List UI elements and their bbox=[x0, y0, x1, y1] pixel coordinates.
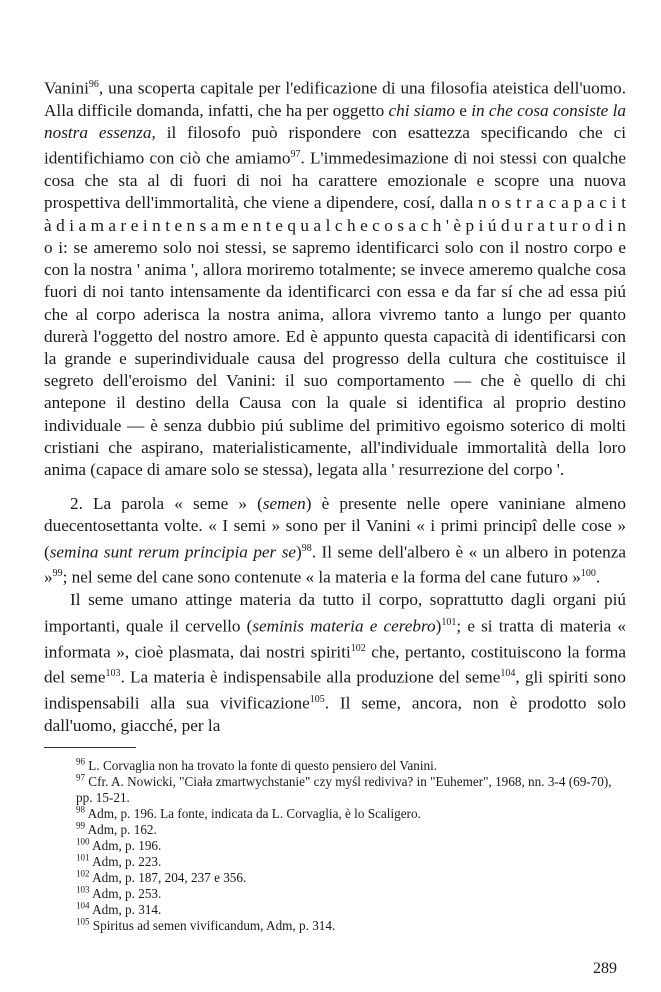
footnote-ref: 99 bbox=[52, 568, 63, 580]
footnote-number: 105 bbox=[76, 916, 90, 927]
footnote-number: 101 bbox=[76, 852, 90, 863]
footnote-divider bbox=[44, 747, 136, 748]
footnote-number: 96 bbox=[76, 756, 85, 767]
text-run: . bbox=[595, 568, 601, 588]
footnote-ref: 102 bbox=[350, 642, 366, 654]
footnote bbox=[44, 822, 626, 838]
footnote-number: 102 bbox=[76, 868, 90, 879]
paragraph-1 bbox=[44, 74, 626, 481]
text-run: ; e si tratta di materia « informata », cioè plasmata, dai nostri spiriti bbox=[44, 616, 626, 662]
footnote-text: Adm, p. 196. La fonte, indicata da L. Corvaglia, è lo Scaligero. bbox=[87, 806, 421, 821]
footnote bbox=[44, 838, 626, 854]
text-run: Il seme umano attinge materia da tutto il corpo, soprattutto dagli organi piú importanti, quale il cervello ( bbox=[44, 590, 626, 636]
footnote-ref: 97 bbox=[290, 149, 301, 161]
footnote-text: Spiritus ad semen vivificandum, Adm, p. 314. bbox=[92, 918, 336, 933]
text-run: ) bbox=[435, 616, 442, 636]
footnote-number: 97 bbox=[76, 772, 85, 783]
text-run: che, pertanto, costituiscono la forma del seme bbox=[44, 642, 626, 688]
footnote bbox=[44, 806, 626, 822]
text-run: ) è presente nelle opere vaniniane almeno duecentosettanta volte. « I semi » sono per il Vanini « i primi principî delle cose » ( bbox=[44, 494, 626, 562]
footnote bbox=[44, 774, 626, 806]
footnote-ref: 103 bbox=[105, 668, 121, 680]
footnote-number: 99 bbox=[76, 820, 85, 831]
footnote bbox=[44, 886, 626, 902]
footnote-ref: 98 bbox=[301, 542, 312, 554]
footnote-ref: 105 bbox=[309, 694, 325, 706]
footnote-text: Adm, p. 253. bbox=[92, 886, 162, 901]
text-run: il filosofo può rispondere con esattezza specificando che ci identifichiamo con ciò che amiamo bbox=[44, 123, 626, 169]
footnote-text: Adm, p. 314. bbox=[92, 902, 162, 917]
italic-run: seminis materia e cerebro bbox=[252, 616, 436, 636]
italic-run: semen bbox=[262, 494, 306, 514]
footnote-text: Adm, p. 223. bbox=[92, 854, 162, 869]
text-run: e bbox=[454, 100, 472, 120]
footnote-text: Adm, p. 162. bbox=[87, 822, 157, 837]
paragraph-3 bbox=[44, 589, 626, 737]
footnote-number: 103 bbox=[76, 884, 90, 895]
footnote-number: 104 bbox=[76, 900, 90, 911]
footnote bbox=[44, 902, 626, 918]
footnote-ref: 100 bbox=[580, 568, 596, 580]
page-number: 289 bbox=[593, 960, 617, 977]
text-run: 2. La parola « seme » ( bbox=[70, 494, 263, 514]
footnote-ref: 96 bbox=[88, 79, 99, 90]
footnote-text: Cfr. A. Nowicki, "Ciała zmartwychstanie" czy myśl rediviva? in "Euhemer", 1968, nn. 3-4 (69-70), pp. 15-21. bbox=[76, 774, 612, 805]
italic-run: in che cosa consiste la nostra essenza, bbox=[44, 100, 626, 143]
text-run: . Il seme dell'albero è « un albero in potenza » bbox=[44, 542, 626, 588]
paragraph-2 bbox=[44, 493, 626, 589]
italic-run: chi siamo bbox=[388, 100, 455, 120]
text-run: . La materia è indispensabile alla produzione del seme bbox=[120, 668, 501, 688]
text-run: . L'immedesimazione di noi stessi con qualche cosa che sta al di fuori di noi ha carattere emozionale e scopre una nuova prospettiva dell'immortalità, che viene a dipendere, cosí, dalla n o s t r a c a p a c i t à d i a m a r e i n t e n s a m e n t e q u a l c h e c o s a c h ' è p i ú d u r a t u r o d i n o i: se ameremo solo noi stessi, se sapremo identificarci solo con il nostro corpo e con la nostra ' anima ', allora moriremo totalmente; se invece ameremo qualche cosa fuori di noi tanto intensamente da identificarci con essa e da far sí che ad essa piú che al corpo aderisca la nostra anima, allora vivremo tanto a lungo per quanto durerà l'oggetto del nostro amore. Ed è appunto questa capacità di identificarsi con la grande e superindividuale causa del progresso della cultura che costituisce il segreto dell'eroismo del Vanini: il suo comportamento — che è quello di chi antepone il destino della Causa con la quale si identifica al proprio destino individuale — è senza dubbio piú sublime del primitivo egoismo soterico di molti cristiani che aspirano, materialisticamente, all'individuale immortalità della loro anima (capace di amare solo se stessa), legata alla ' resurrezione del corpo '. bbox=[44, 149, 626, 479]
footnote bbox=[44, 854, 626, 870]
footnote-text: L. Corvaglia non ha trovato la fonte di questo pensiero del Vanini. bbox=[88, 758, 438, 773]
text-run: ; nel seme del cane sono contenute « la materia e la forma del cane futuro » bbox=[62, 568, 581, 588]
footnote-text: Adm, p. 187, 204, 237 e 356. bbox=[92, 870, 247, 885]
footnote-number: 100 bbox=[76, 836, 90, 847]
footnote-ref: 104 bbox=[500, 668, 516, 680]
footnotes bbox=[44, 758, 626, 934]
footnote-ref: 101 bbox=[441, 616, 457, 628]
footnote bbox=[44, 758, 626, 774]
footnote bbox=[44, 870, 626, 886]
italic-run: semina sunt rerum principia per se bbox=[49, 542, 297, 562]
footnote-number: 98 bbox=[76, 804, 85, 815]
text-run: Vanini bbox=[44, 78, 89, 98]
text-run: . Il seme, ancora, non è prodotto solo dall'uomo, giacché, per la bbox=[44, 694, 626, 736]
text-run: ) bbox=[296, 542, 302, 562]
main-text bbox=[44, 74, 626, 738]
footnote-text: Adm, p. 196. bbox=[92, 838, 162, 853]
text-run: , una scoperta capitale per l'edificazione di una filosofia ateistica dell'uomo. Alla difficile domanda, infatti, che ha per oggetto bbox=[44, 78, 626, 120]
footnote bbox=[44, 918, 626, 934]
text-run: , gli spiriti sono indispensabili alla sua vivificazione bbox=[44, 668, 626, 714]
